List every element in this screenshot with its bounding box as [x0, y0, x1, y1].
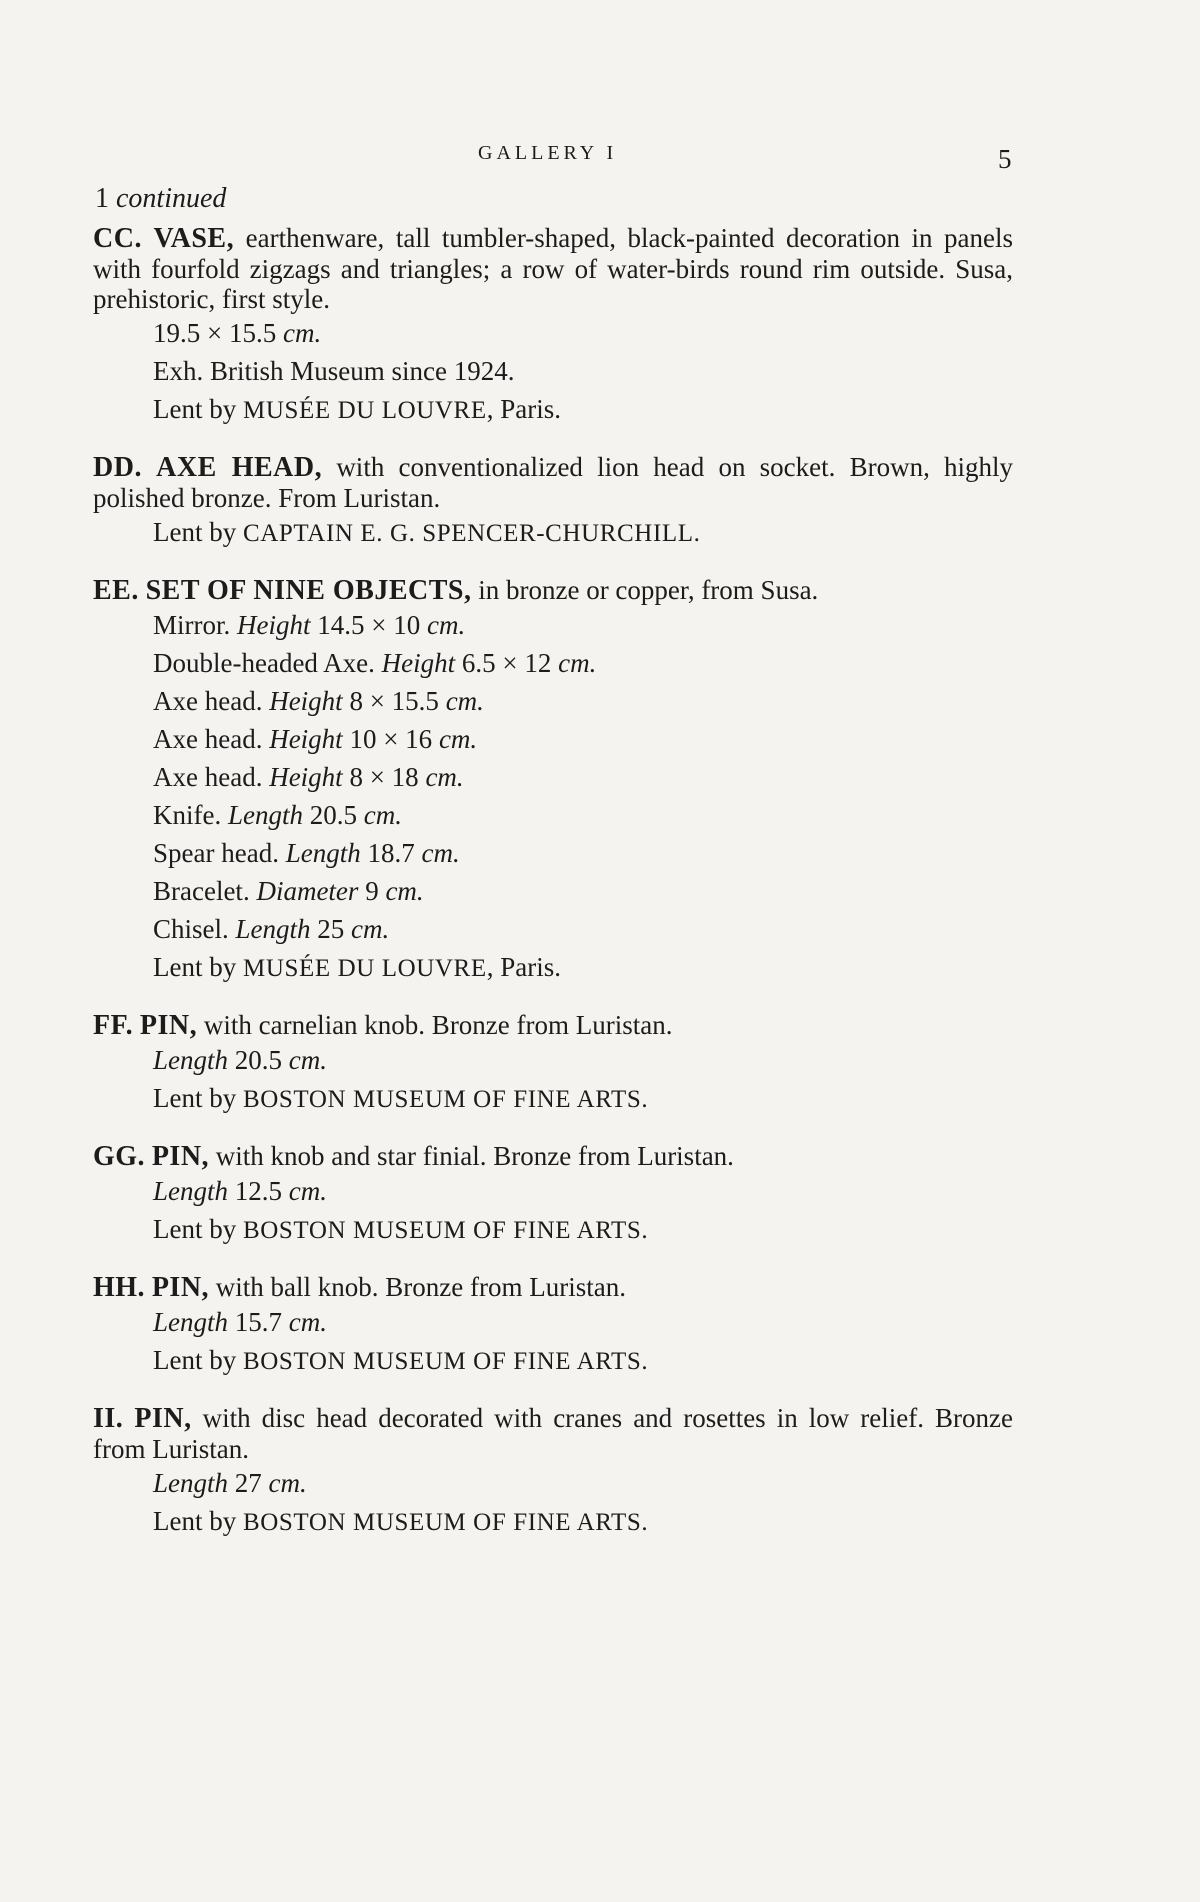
- entry-detail-line: [153, 758, 1013, 796]
- detail-value: 18.7: [367, 838, 415, 868]
- detail-text: Mirror.: [153, 610, 231, 640]
- entry-description: with disc head decorated with cranes and rosettes in low relief. Bronze from Luristan.: [93, 1403, 1014, 1464]
- lent-prefix: Lent by: [153, 1345, 237, 1375]
- detail-value: 9: [365, 876, 379, 906]
- detail-measure: cm.: [282, 318, 322, 348]
- entry-letter: GG.: [93, 1141, 146, 1172]
- entry-detail-line: [153, 1303, 1013, 1341]
- catalogue-entry: [93, 452, 1013, 553]
- detail-value: 10 × 16: [349, 724, 433, 754]
- detail-value: 8 × 18: [349, 762, 419, 792]
- entry-description: earthenware, tall tumbler-shaped, black-painted decoration in panels with fourfold zigzags and triangles; a row of water-birds round rim outside. Susa, prehistoric, first style.: [93, 223, 1014, 314]
- entry-name: PIN,: [151, 1272, 210, 1303]
- lender-line: [153, 948, 1013, 988]
- entry-heading: [93, 1272, 1013, 1303]
- entry-detail-line: [153, 1041, 1013, 1079]
- entry-detail-line: [153, 644, 1013, 682]
- detail-unit: cm.: [351, 914, 390, 944]
- entry-heading: [93, 1010, 1013, 1041]
- entry-description: with ball knob. Bronze from Luristan.: [215, 1272, 626, 1302]
- detail-measure: Diameter: [256, 876, 359, 906]
- entry-name: AXE HEAD,: [156, 452, 323, 483]
- detail-text: Axe head.: [153, 724, 263, 754]
- detail-value: 25: [317, 914, 345, 944]
- detail-unit: cm.: [445, 686, 484, 716]
- entry-name: PIN,: [151, 1141, 210, 1172]
- detail-unit: cm.: [425, 762, 464, 792]
- lender-name: CAPTAIN E. G. SPENCER-CHURCHILL.: [242, 520, 701, 547]
- detail-text: Exh. British Museum since 1924.: [153, 356, 515, 386]
- catalogue-entry: [93, 1010, 1013, 1119]
- catalogue-entry: [93, 575, 1013, 988]
- entry-detail-line: [153, 314, 1013, 352]
- catalogue-entry: [93, 1403, 1013, 1542]
- catalogue-entry: [93, 1141, 1013, 1250]
- catalogue-entry: [93, 1272, 1013, 1381]
- lent-prefix: Lent by: [153, 1083, 237, 1113]
- detail-text: Axe head.: [153, 762, 263, 792]
- detail-text: Bracelet.: [153, 876, 250, 906]
- detail-measure: Height: [269, 762, 343, 792]
- entry-detail-line: [153, 1464, 1013, 1502]
- entry-description: with conventionalized lion head on socket. Brown, highly polished bronze. From Luristan.: [93, 452, 1014, 513]
- entry-description: with knob and star finial. Bronze from Luristan.: [215, 1141, 734, 1171]
- detail-measure: Height: [237, 610, 311, 640]
- lender-line: [153, 1210, 1013, 1250]
- detail-unit: cm.: [426, 610, 466, 640]
- entry-detail-line: [153, 872, 1013, 910]
- detail-value: 15.7: [234, 1307, 283, 1337]
- lender-name: BOSTON MUSEUM OF FINE ARTS.: [242, 1509, 649, 1536]
- lender-line: [153, 1079, 1013, 1119]
- lent-prefix: Lent by: [153, 517, 237, 547]
- continued-label: [95, 183, 1013, 215]
- entry-heading: [93, 575, 1013, 606]
- lent-suffix: , Paris.: [486, 952, 561, 982]
- entry-letter: HH.: [93, 1272, 146, 1303]
- lender-name: BOSTON MUSEUM OF FINE ARTS.: [242, 1217, 649, 1244]
- page-header: [0, 142, 1200, 172]
- detail-text: Double-headed Axe.: [153, 648, 375, 678]
- detail-value: 8 × 15.5: [349, 686, 439, 716]
- detail-text: Knife.: [153, 800, 222, 830]
- detail-unit: cm.: [558, 648, 597, 678]
- detail-value: 14.5 × 10: [317, 610, 421, 640]
- detail-unit: cm.: [385, 876, 424, 906]
- detail-value: 27: [234, 1468, 262, 1498]
- entry-letter: DD.: [93, 452, 142, 483]
- detail-measure: Length: [235, 914, 311, 944]
- detail-value: 20.5: [309, 800, 357, 830]
- entry-name: VASE,: [153, 223, 235, 254]
- continued-number: 1: [95, 183, 109, 214]
- detail-measure: Height: [269, 686, 343, 716]
- lent-prefix: Lent by: [153, 952, 237, 982]
- entry-heading: [93, 1403, 1013, 1464]
- entry-heading: [93, 452, 1013, 513]
- lender-name: MUSÉE DU LOUVRE: [242, 397, 487, 424]
- detail-text: 19.5 × 15.5: [153, 318, 277, 348]
- lent-suffix: , Paris.: [486, 394, 561, 424]
- detail-measure: Height: [381, 648, 456, 678]
- entry-heading: [93, 223, 1013, 314]
- page-number: 5: [998, 144, 1012, 174]
- detail-measure: Length: [153, 1176, 229, 1206]
- detail-measure: Length: [227, 800, 303, 830]
- entry-list: [93, 223, 1013, 1542]
- lent-prefix: Lent by: [153, 1506, 237, 1536]
- detail-unit: cm.: [438, 724, 478, 754]
- entry-detail-line: [153, 720, 1013, 758]
- detail-value: 6.5 × 12: [461, 648, 552, 678]
- entry-detail-line: [153, 352, 1013, 390]
- catalogue-content: [93, 183, 1013, 1564]
- entry-letter: CC.: [93, 223, 142, 254]
- lender-name: BOSTON MUSEUM OF FINE ARTS.: [242, 1348, 649, 1375]
- running-title: GALLERY I: [478, 142, 618, 164]
- entry-detail-line: [153, 1172, 1013, 1210]
- entry-letter: FF.: [93, 1010, 134, 1041]
- entry-heading: [93, 1141, 1013, 1172]
- entry-name: PIN,: [139, 1010, 198, 1041]
- lent-prefix: Lent by: [153, 394, 237, 424]
- entry-letter: EE.: [93, 575, 139, 606]
- detail-measure: Length: [153, 1468, 229, 1498]
- catalogue-entry: [93, 223, 1013, 430]
- entry-detail-line: [153, 910, 1013, 948]
- detail-text: Chisel.: [153, 914, 229, 944]
- entry-detail-line: [153, 682, 1013, 720]
- continued-text: continued: [116, 183, 227, 214]
- detail-unit: cm.: [288, 1045, 327, 1075]
- lender-line: [153, 1502, 1013, 1542]
- entry-name: PIN,: [134, 1403, 192, 1434]
- detail-text: Spear head.: [153, 838, 279, 868]
- lender-name: BOSTON MUSEUM OF FINE ARTS.: [242, 1086, 649, 1113]
- detail-measure: Length: [285, 838, 361, 868]
- detail-value: 20.5: [234, 1045, 283, 1075]
- entry-description: with carnelian knob. Bronze from Luristan.: [203, 1010, 673, 1040]
- entry-name: SET OF NINE OBJECTS,: [145, 575, 472, 606]
- detail-value: 12.5: [234, 1176, 283, 1206]
- detail-measure: Length: [153, 1307, 229, 1337]
- detail-unit: cm.: [288, 1307, 327, 1337]
- detail-unit: cm.: [288, 1176, 327, 1206]
- entry-description: in bronze or copper, from Susa.: [478, 575, 819, 605]
- lent-prefix: Lent by: [153, 1214, 237, 1244]
- lender-line: [153, 513, 1013, 553]
- lender-name: MUSÉE DU LOUVRE: [242, 955, 487, 982]
- entry-detail-line: [153, 606, 1013, 644]
- entry-detail-line: [153, 796, 1013, 834]
- entry-detail-line: [153, 834, 1013, 872]
- detail-unit: cm.: [421, 838, 460, 868]
- detail-measure: Height: [269, 724, 343, 754]
- lender-line: [153, 1341, 1013, 1381]
- detail-measure: Length: [153, 1045, 229, 1075]
- entry-letter: II.: [93, 1403, 124, 1434]
- lender-line: [153, 390, 1013, 430]
- detail-unit: cm.: [363, 800, 402, 830]
- detail-text: Axe head.: [153, 686, 263, 716]
- detail-unit: cm.: [268, 1468, 307, 1498]
